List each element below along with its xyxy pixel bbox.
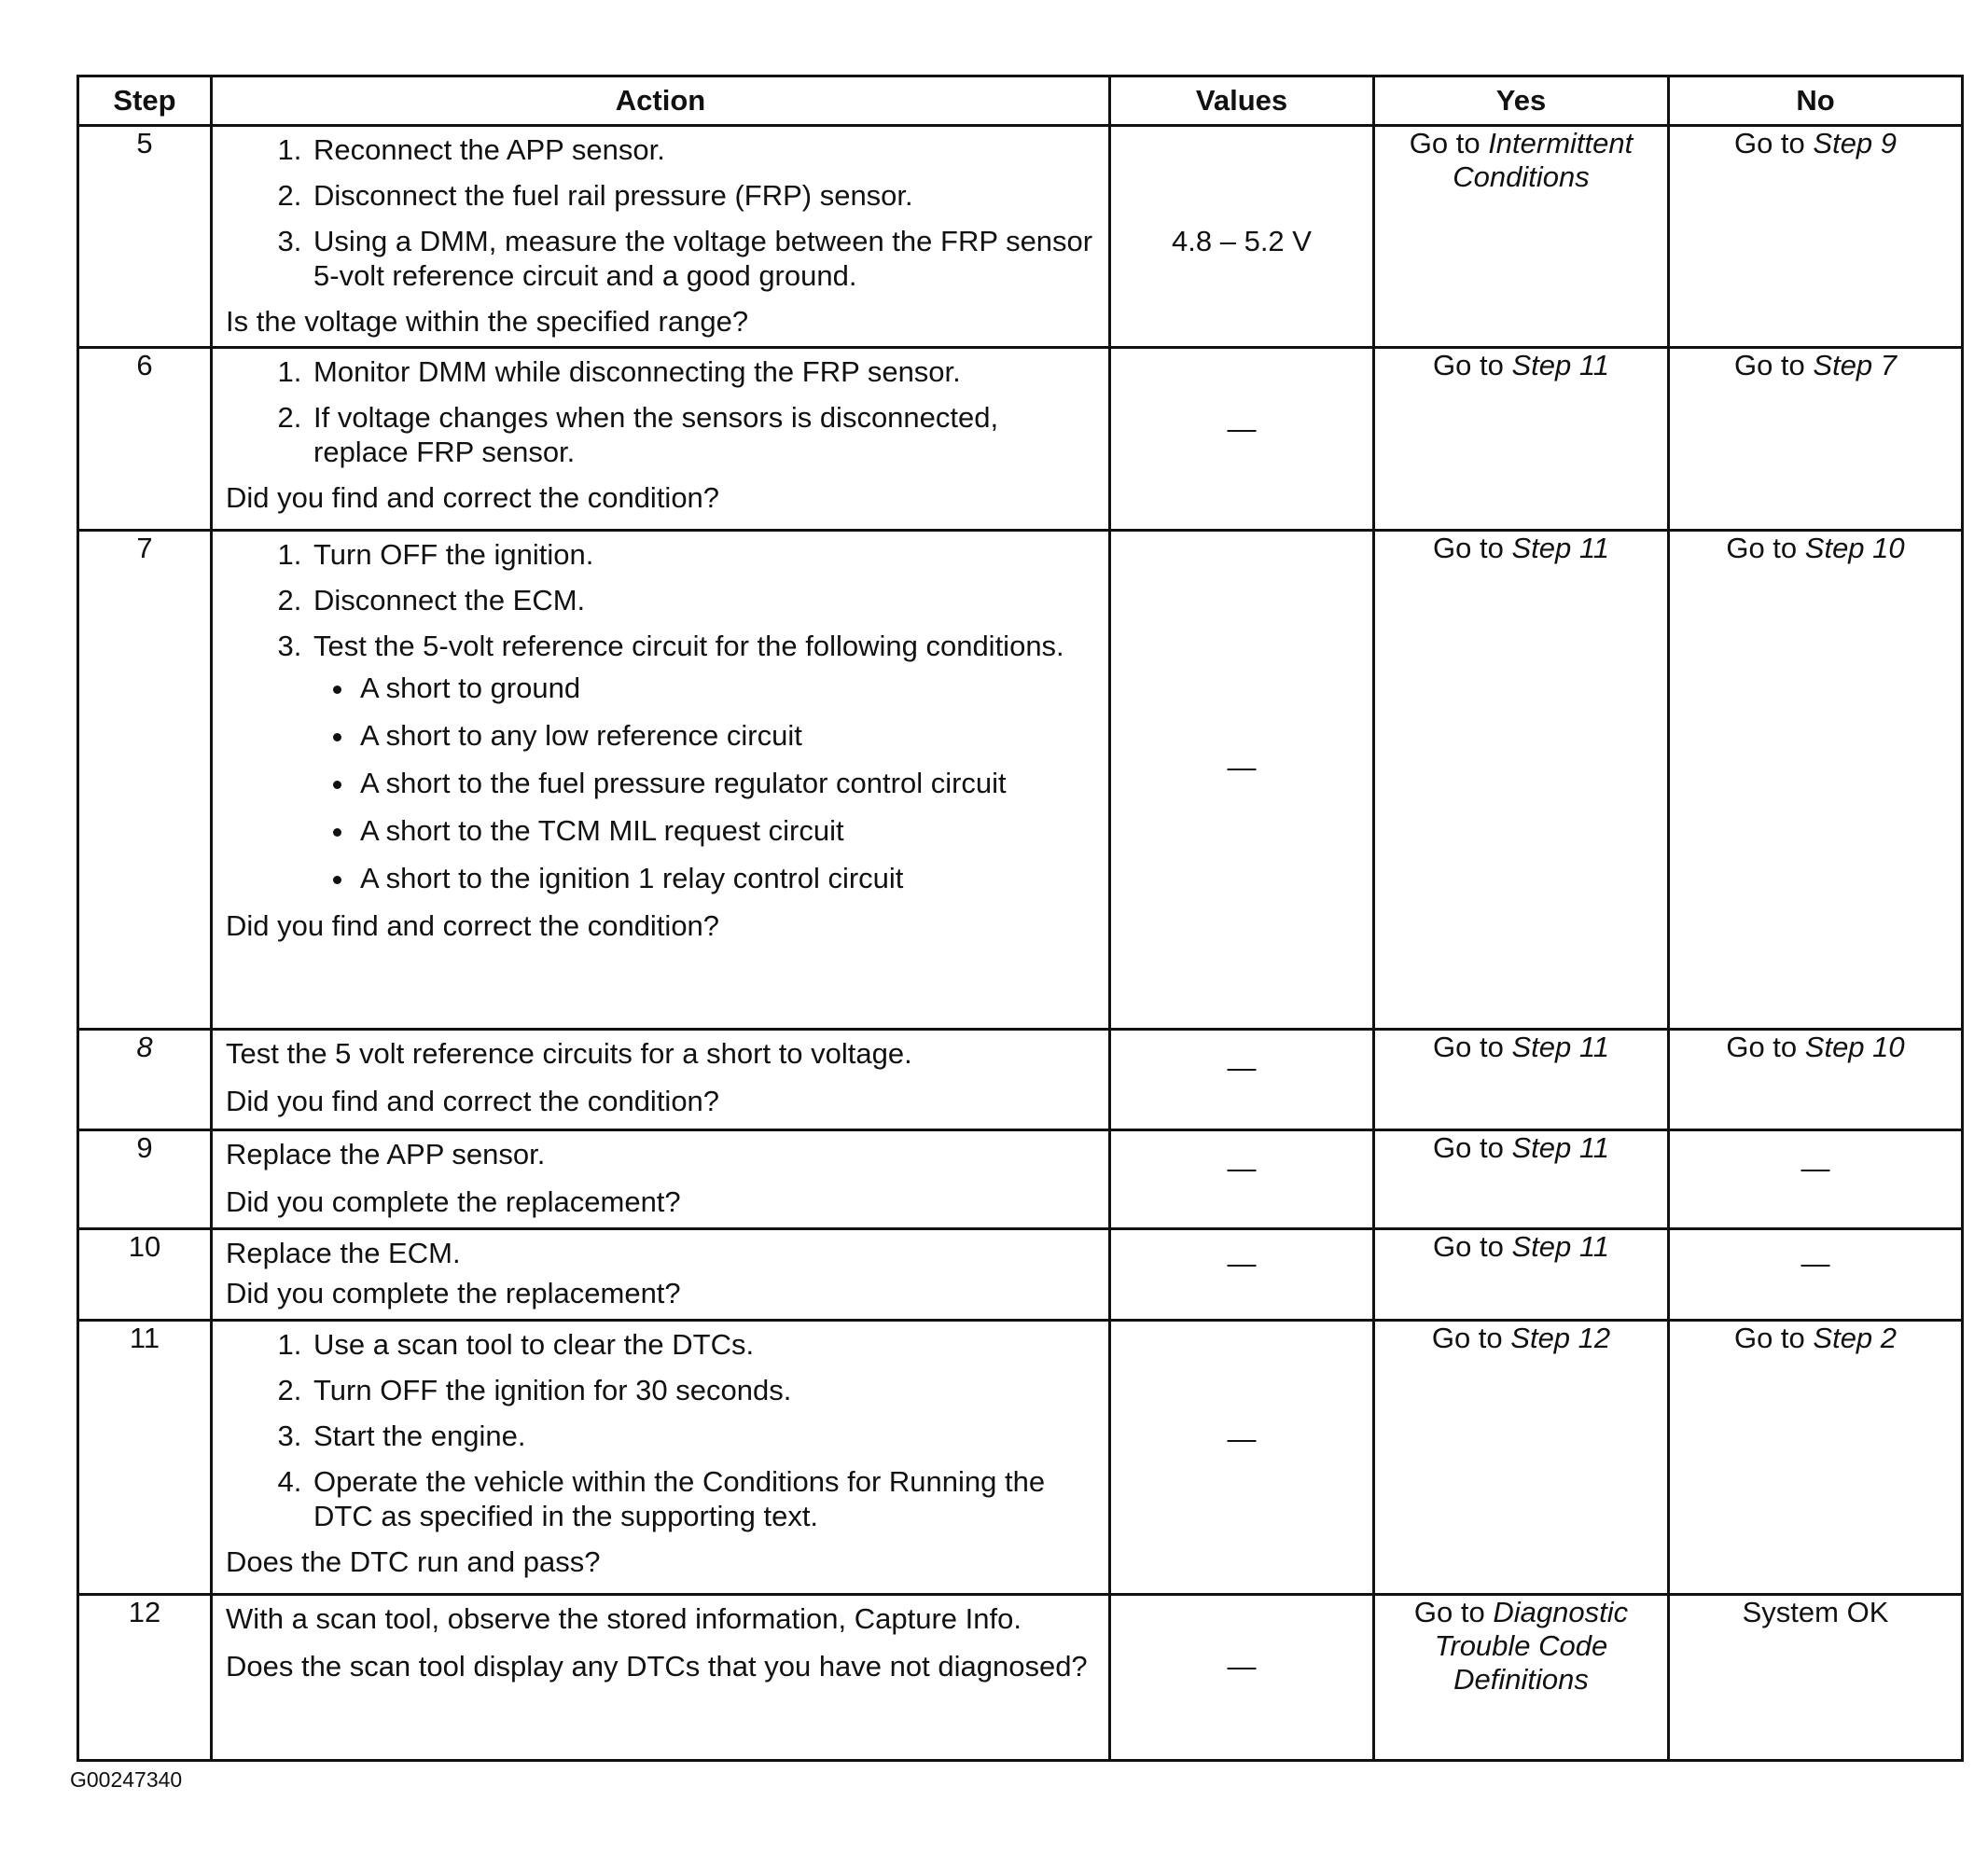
action-cell	[212, 126, 1110, 348]
no-cell	[1669, 126, 1963, 348]
yes-cell	[1374, 1130, 1669, 1229]
go-to-label: Go to	[1431, 1322, 1503, 1354]
action-step-text: Test the 5-volt reference circuit for the following conditions.	[313, 630, 1064, 662]
diagnostic-table-container	[76, 75, 1961, 1762]
yes-target: Diagnostic Trouble Code Definitions	[1434, 1596, 1629, 1696]
yes-outcome	[1433, 1131, 1609, 1164]
action-step	[310, 629, 1097, 895]
yes-target: Step 11	[1511, 532, 1610, 564]
step-number: 11	[78, 1321, 212, 1595]
action-step: 2. Disconnect the ECM.	[310, 583, 1097, 617]
no-target: Step 7	[1813, 349, 1898, 381]
action-steps	[226, 132, 1097, 293]
go-to-label: Go to	[1432, 349, 1504, 381]
yes-target: Step 12	[1510, 1322, 1611, 1354]
action-step: 1. Monitor DMM while disconnecting the FRP sensor.	[310, 354, 1097, 389]
yes-cell	[1374, 1030, 1669, 1130]
go-to-label: Go to	[1432, 532, 1504, 564]
value-dash: —	[1227, 1247, 1257, 1280]
yes-outcome	[1433, 532, 1609, 564]
no-cell	[1669, 1030, 1963, 1130]
value-dash: —	[1227, 412, 1257, 445]
yes-cell	[1374, 348, 1669, 531]
action-text: Replace the ECM.	[226, 1237, 461, 1269]
action-step: 1. Turn OFF the ignition.	[310, 537, 1097, 572]
action-cell	[212, 531, 1110, 1030]
action-steps	[226, 537, 1097, 895]
condition-list	[313, 671, 1097, 895]
action-text: Replace the APP sensor.	[226, 1138, 546, 1170]
no-outcome	[1726, 532, 1904, 564]
yes-target: Step 11	[1511, 349, 1610, 381]
go-to-label: Go to	[1726, 532, 1798, 564]
values-cell	[1110, 1321, 1374, 1595]
no-outcome: System OK	[1742, 1596, 1889, 1628]
action-step: 3. Using a DMM, measure the voltage between the FRP sensor 5-volt reference circuit and a good ground.	[310, 224, 1097, 293]
action-step: 1. Reconnect the APP sensor.	[310, 132, 1097, 167]
table-row	[78, 1030, 1963, 1130]
step-number: 10	[78, 1229, 212, 1321]
no-cell	[1669, 1130, 1963, 1229]
go-to-label: Go to	[1733, 127, 1805, 159]
action-step: 3. Start the engine.	[310, 1419, 1097, 1453]
action-question: Is the voltage within the specified range?	[226, 305, 749, 338]
value-dash: —	[1227, 1422, 1257, 1455]
header-no: No	[1669, 76, 1963, 126]
yes-cell	[1374, 1229, 1669, 1321]
go-to-label: Go to	[1413, 1596, 1485, 1628]
go-to-label: Go to	[1432, 1230, 1504, 1263]
step-number: 8	[78, 1030, 212, 1130]
condition-item: • A short to the ignition 1 relay control circuit	[356, 861, 1097, 895]
action-question: Did you find and correct the condition?	[226, 909, 720, 942]
go-to-label: Go to	[1733, 349, 1805, 381]
action-question: Did you complete the replacement?	[226, 1277, 681, 1309]
action-question: Did you find and correct the condition?	[226, 1085, 720, 1117]
table-row	[78, 126, 1963, 348]
action-step: 1. Use a scan tool to clear the DTCs.	[310, 1327, 1097, 1362]
yes-target: Intermittent Conditions	[1453, 127, 1633, 193]
go-to-label: Go to	[1409, 127, 1481, 159]
action-step: 2. If voltage changes when the sensors is disconnected, replace FRP sensor.	[310, 400, 1097, 469]
no-target: Step 2	[1813, 1322, 1898, 1354]
values-cell	[1110, 531, 1374, 1030]
no-dash: —	[1800, 1247, 1830, 1280]
action-cell	[212, 1229, 1110, 1321]
yes-cell	[1374, 531, 1669, 1030]
action-question: Does the scan tool display any DTCs that you have not diagnosed?	[226, 1650, 1088, 1683]
step-number: 12	[78, 1595, 212, 1761]
values-cell	[1110, 126, 1374, 348]
step-number: 5	[78, 126, 212, 348]
value-dash: —	[1227, 1152, 1257, 1184]
no-dash: —	[1800, 1152, 1830, 1184]
condition-item: • A short to any low reference circuit	[356, 718, 1097, 753]
action-text: With a scan tool, observe the stored information, Capture Info.	[226, 1602, 1022, 1635]
action-cell	[212, 1130, 1110, 1229]
step-number: 9	[78, 1130, 212, 1229]
table-row	[78, 348, 1963, 531]
header-step: Step	[78, 76, 212, 126]
value-text: 4.8 – 5.2 V	[1172, 225, 1312, 257]
yes-cell	[1374, 1321, 1669, 1595]
no-outcome	[1734, 1322, 1897, 1354]
no-outcome	[1734, 127, 1897, 159]
go-to-label: Go to	[1432, 1031, 1504, 1063]
action-text: Test the 5 volt reference circuits for a short to voltage.	[226, 1037, 912, 1070]
no-target: Step 10	[1804, 532, 1905, 564]
yes-cell	[1374, 126, 1669, 348]
action-question: Does the DTC run and pass?	[226, 1545, 601, 1578]
action-steps	[226, 1327, 1097, 1533]
no-cell	[1669, 1595, 1963, 1761]
no-outcome	[1734, 349, 1897, 381]
action-cell	[212, 1321, 1110, 1595]
condition-item: • A short to ground	[356, 671, 1097, 705]
yes-outcome	[1414, 1596, 1628, 1696]
yes-outcome	[1410, 127, 1633, 193]
yes-outcome	[1433, 1230, 1609, 1263]
action-step: 4. Operate the vehicle within the Conditions for Running the DTC as specified in the supporting text.	[310, 1464, 1097, 1533]
header-action: Action	[212, 76, 1110, 126]
action-cell	[212, 1595, 1110, 1761]
table-header-row	[78, 76, 1963, 126]
value-dash: —	[1227, 1650, 1257, 1683]
no-cell	[1669, 348, 1963, 531]
action-question: Did you complete the replacement?	[226, 1185, 681, 1218]
go-to-label: Go to	[1726, 1031, 1798, 1063]
values-cell	[1110, 1030, 1374, 1130]
table-row	[78, 531, 1963, 1030]
value-dash: —	[1227, 751, 1257, 783]
no-outcome	[1726, 1031, 1904, 1063]
table-row	[78, 1321, 1963, 1595]
condition-item: • A short to the fuel pressure regulator control circuit	[356, 766, 1097, 800]
action-step: 2. Turn OFF the ignition for 30 seconds.	[310, 1373, 1097, 1407]
no-cell	[1669, 1229, 1963, 1321]
values-cell	[1110, 1130, 1374, 1229]
action-cell	[212, 348, 1110, 531]
go-to-label: Go to	[1733, 1322, 1805, 1354]
header-yes: Yes	[1374, 76, 1669, 126]
action-steps	[226, 354, 1097, 469]
figure-id: G00247340	[70, 1767, 183, 1792]
header-values: Values	[1110, 76, 1374, 126]
go-to-label: Go to	[1432, 1131, 1504, 1164]
action-cell	[212, 1030, 1110, 1130]
no-target: Step 10	[1804, 1031, 1905, 1063]
no-cell	[1669, 531, 1963, 1030]
values-cell	[1110, 1229, 1374, 1321]
values-cell	[1110, 1595, 1374, 1761]
yes-target: Step 11	[1511, 1031, 1610, 1063]
yes-outcome	[1432, 1322, 1610, 1354]
no-target: Step 9	[1813, 127, 1898, 159]
yes-target: Step 11	[1511, 1131, 1610, 1164]
action-step: 2. Disconnect the fuel rail pressure (FRP) sensor.	[310, 178, 1097, 213]
yes-target: Step 11	[1511, 1230, 1610, 1263]
step-number: 6	[78, 348, 212, 531]
action-question: Did you find and correct the condition?	[226, 481, 720, 514]
no-cell	[1669, 1321, 1963, 1595]
step-number: 7	[78, 531, 212, 1030]
yes-outcome	[1433, 349, 1609, 381]
value-dash: —	[1227, 1051, 1257, 1084]
yes-outcome	[1433, 1031, 1609, 1063]
table-row	[78, 1595, 1963, 1761]
table-row	[78, 1229, 1963, 1321]
yes-cell	[1374, 1595, 1669, 1761]
table-row	[78, 1130, 1963, 1229]
condition-item: • A short to the TCM MIL request circuit	[356, 813, 1097, 848]
diagnostic-table	[76, 75, 1964, 1762]
values-cell	[1110, 348, 1374, 531]
